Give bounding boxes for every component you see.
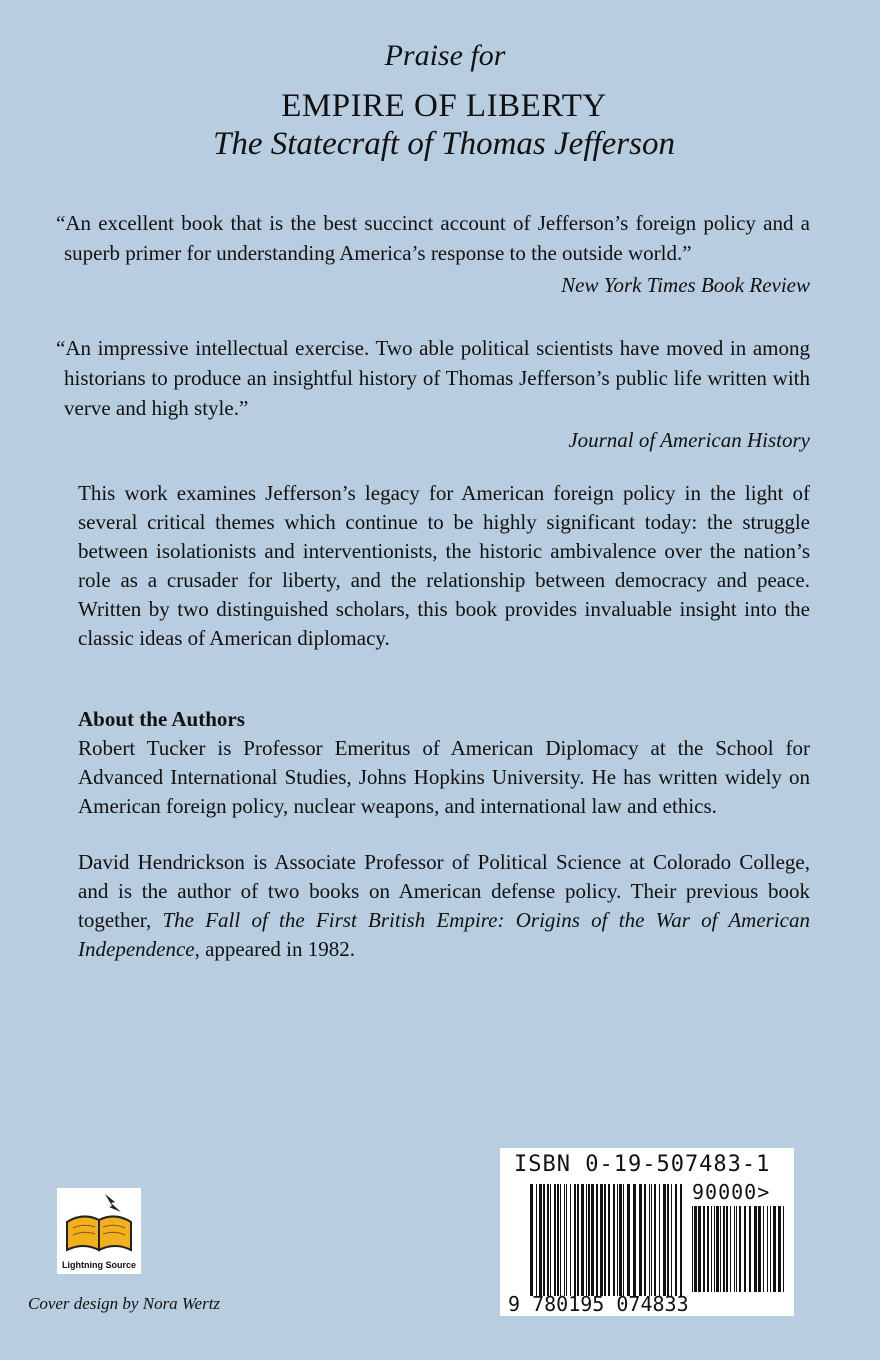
barcode-bar [574,1184,576,1296]
barcode-bar [758,1206,761,1292]
quote-text: “An impressive intellectual exercise. Two able political scientists have moved in among historians to produce an insightful history of Thomas Jefferson’s public life written with verve and high style.” [56,336,810,420]
barcode-bar [736,1206,737,1292]
review-quote [56,333,810,455]
barcode-bar [543,1184,545,1296]
barcode-bar [581,1184,584,1296]
hendrickson-bio-end: , appeared in 1982. [194,937,355,961]
book-description: This work examines Jefferson’s legacy for American foreign policy in the light of several critical themes which continue to be highly significant today: the struggle between isolationists and interventionists, the historic ambivalence over the nation’s role as a crusader for liberty, and the relationship between democracy and peace. Written by two distinguished scholars, this book provides invaluable insight into the classic ideas of American diplomacy. [78,481,810,650]
barcode-bar [680,1184,682,1296]
barcode-bar [773,1206,776,1292]
quote-text: “An excellent book that is the best succinct account of Jefferson’s foreign policy and a superb primer for understanding America’s response to the outside world.” [56,211,810,265]
isbn-number: ISBN 0-19-507483-1 [514,1152,771,1177]
barcode-bar [591,1184,594,1296]
barcode-bar [627,1184,630,1296]
barcode-bar [783,1206,784,1292]
barcode-bar [623,1184,624,1296]
barcode-bar [667,1184,669,1296]
quote-source: Journal of American History [568,428,810,452]
barcode-bar [675,1184,677,1296]
barcode-bar [633,1184,636,1296]
quote-source: New York Times Book Review [561,273,810,297]
book-subtitle: The Statecraft of Thomas Jefferson [213,126,675,162]
barcode-bar [617,1184,618,1296]
barcode-bar [613,1184,615,1296]
barcode-bar [644,1184,646,1296]
barcode-bar [547,1184,549,1296]
header [0,38,880,162]
barcode-bar [720,1206,721,1292]
barcode-bar [600,1184,603,1296]
barcode-bar [698,1206,701,1292]
barcode-bar [778,1206,781,1292]
barcode-bar [744,1206,746,1292]
barcode-bar [763,1206,764,1292]
barcode-bar [554,1184,556,1296]
review-quote [56,208,810,300]
hendrickson-bio-text: David Hendrickson is Associate Professor of Political Science at Colorado College, and is the author of two books on American defense policy. Their previous book together, [78,850,810,932]
barcode-bar [723,1206,725,1292]
barcode-bar [560,1184,561,1296]
barcode-bar [608,1184,610,1296]
barcode-bar [557,1184,559,1296]
barcode-bar [703,1206,705,1292]
praise-label: Praise for [384,39,506,72]
about-authors [78,705,810,821]
barcode-bars-main [530,1184,682,1296]
barcode-bar [654,1184,656,1296]
barcode-bar [754,1206,757,1292]
barcode-bar [619,1184,622,1296]
barcode-bars-addon [692,1206,784,1292]
barcode-bar [734,1206,735,1292]
barcode-bar [539,1184,542,1296]
book-title: EMPIRE OF LIBERTY [281,88,607,124]
barcode-bar [596,1184,598,1296]
barcode-bar [604,1184,606,1296]
barcode-bar [692,1206,693,1292]
barcode-bar [530,1184,533,1296]
barcode-bar [707,1206,709,1292]
barcode-bar [649,1184,650,1296]
barcode-bar [566,1184,567,1296]
barcode-bar [726,1206,728,1292]
barcode-bar [577,1184,579,1296]
publisher-logo [57,1188,141,1274]
barcode-bar [739,1206,741,1292]
price-code: 90000> [692,1180,771,1204]
barcode-bar [659,1184,660,1296]
barcode-bar [749,1206,751,1292]
barcode-bar [570,1184,571,1296]
hendrickson-bio [78,848,810,964]
isbn-barcode [500,1148,794,1316]
barcode-bar [730,1206,731,1292]
barcode-bar [639,1184,642,1296]
barcode-bar [767,1206,768,1292]
barcode-bar [536,1184,537,1296]
tucker-bio: Robert Tucker is Professor Emeritus of American Diplomacy at the School for Advanced International Studies, Johns Hopkins University. He has written widely on American foreign policy, nuclear weapons, and international law and ethics. [78,736,810,818]
barcode-bar [588,1184,590,1296]
barcode-bar [564,1184,565,1296]
logo-label: Lightning Source [62,1260,136,1270]
cover-credit: Cover design by Nora Wertz [28,1294,221,1313]
barcode-bar [714,1206,715,1292]
open-book-lightning-icon [57,1188,141,1258]
barcode-bar [550,1184,551,1296]
barcode-bar [671,1184,672,1296]
previous-book-title: The Fall of the First British Empire: Origins of the War of American Independence [78,908,810,961]
barcode-bar [586,1184,587,1296]
ean-number: 9 780195 074833 [508,1292,689,1316]
barcode-bar [711,1206,712,1292]
barcode-bar [770,1206,771,1292]
barcode-bar [651,1184,652,1296]
about-heading: About the Authors [78,707,245,731]
barcode-bar [694,1206,697,1292]
barcode-bar [716,1206,719,1292]
barcode-bar [663,1184,666,1296]
